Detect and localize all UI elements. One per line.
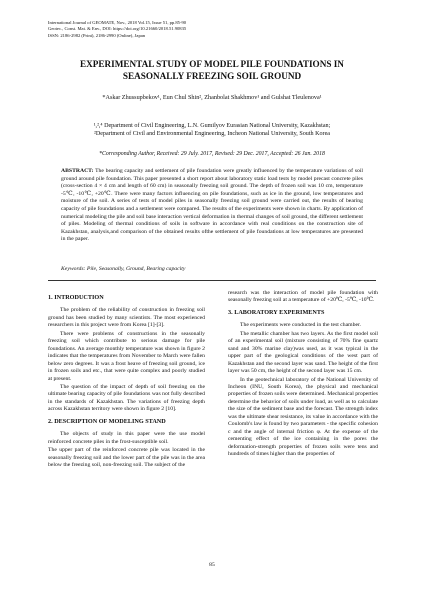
modeling-paragraph-1: The objects of study in this paper were the use model reinforced concrete piles in the frost-susceptible soil. [48, 431, 205, 445]
page-number: 85 [209, 562, 215, 568]
author-list: *Askar Zhussupbekov¹, Eun Chul Shin², Zhanbolat Shakhmov¹ and Gulshat Tleulenova¹ [102, 94, 322, 101]
journal-line-2: Geotec., Const. Mat. & Env., DOI: https://doi.org/10.21660/2018.51.90835 [48, 26, 187, 32]
section-divider [48, 280, 376, 281]
lab-paragraph-3: In the geotechnical laboratory of the National University of Incheon (INU, South Korea), the physical and mechanical properties of frozen soils were determined. Mechanical properties determine the behavior of soils under load, as well as to calculate the size of the sediment base and the forecast. The strength index was the ultimate shear resistance, its value in accordance with the Coulomb's law is found by two parameters - the specific cohesion c and the angle of internal friction φ. At the expense of the cementing effect of the ice containing in the pores the deformation-strength properties of frozen soils were tens and hundreds of times higher than the properties of [228, 376, 378, 458]
affiliations [40, 122, 384, 139]
keywords: Keywords: Pile, Seasonally, Ground, Bearing capacity [61, 266, 186, 272]
journal-line-1: International Journal of GEOMATE, Nov., 2018 Vol.15, Issue 51, pp.85-90 [48, 20, 187, 25]
left-column [48, 290, 205, 471]
journal-header [48, 20, 378, 39]
corresponding-author-dates: *Corresponding Author, Received: 29 July. 2017, Revised: 29 Dec. 2017, Accepted: 26 Jan. 2018 [99, 151, 325, 157]
research-subject-paragraph: research was the interaction of model pile foundation with seasonally freezing soil at a temperature of +20℃, -5℃, -10℃. [228, 290, 378, 304]
intro-paragraph-3: The question of the impact of depth of soil freezing on the ultimate bearing capacity of pile foundations was not fully described in the standards of Kazakhstan. The variations of freezing depth across Kazakhstan territory were shown in figure 2 [10]. [48, 383, 205, 413]
paper-title [40, 58, 384, 82]
abstract-label: ABSTRACT: [61, 168, 94, 174]
abstract-text: The bearing capacity and settlement of pile foundation were greatly influenced by the temperature variations of soil ground around pile foundation. This paper presented a short report about laboratory static load tests by model precast concrete piles (cross-section 4 × 4 cm and length of 60 cm) in seasonally freezing soil ground. The depth of frozen soil was 10 cm, temperature -5℃, -10℃, +20℃. There were many factors influencing on pile foundations, such as ice in the ground, low temperatures and moisture of the soil. A series of tests of model piles in seasonally freezing soil ground were carried out, the results of bearing capacity of pile foundations and a settlement were compared. The results of the experiments were shown in charts. By application of numerical modeling the pile and soil base interaction vertical deformation in thermal changes of soil ground, the different settlement of piles. Modeling of thermal conditions of soils in software in accordance with real conditions on the construction site of Kazakhstan, analysis,and comparison of the obtained results ofthe settlement of pile foundations at low temperatures are presented in the paper. [61, 168, 363, 243]
modeling-stand-heading: 2. DESCRIPTION OF MODELING STAND [48, 417, 166, 425]
affiliation-2: ²Department of Civil and Environmental Engineering, Incheon National University, South Korea [94, 131, 330, 138]
lab-paragraph-2: The metallic chamber has two layers. As the first model soil of an experimental soil (mixture consisting of 70% fine quartz sand and 30% marine clay)was used, as it was typical in the upper part of the geological conditions of the west part of Kazakhstan and the second layer was sand. The height of the first layer was 50 cm, the height of the second layer was 15 cm. [228, 330, 378, 375]
lab-paragraph-1: The experiments were conducted in the test chamber. [240, 322, 361, 329]
journal-line-3: ISSN: 2186-2982 (Print), 2186-2990 (Online), Japan [48, 32, 146, 38]
title-line-2: SEASONALLY FREEZING SOIL GROUND [122, 71, 302, 81]
modeling-paragraph-2: The upper part of the reinforced concrete pile was located in the seasonally freezing soil and the lower part of the pile was in the area below the freezing soil, non-freezing soil. The subject of the [48, 447, 205, 469]
right-column [228, 290, 378, 460]
introduction-heading: 1. INTRODUCTION [48, 294, 104, 301]
intro-paragraph-2: There were problems of constructions in the seasonally freezing soil which contribute to serious damage for pile foundations. An average monthly temperature was shown in figure 2 indicates that the temperatures from November to March were fallen below zero degrees. It was a frost heave of freezing soil ground, ice in frozen soils and etc., that were quite complex and poorly studied at present. [48, 330, 205, 382]
abstract [61, 168, 363, 244]
affiliation-1: ¹,²,⁴ Department of Civil Engineering, L.N. Gumilyov Eurasian National University, Kazakhstan; [93, 123, 331, 129]
intro-paragraph-1: The problem of the reliability of construction in freezing soil ground has been studied by many scientists. The most experienced researchers in this project were from Korea [1]-[3]. [48, 307, 205, 329]
laboratory-heading: 3. LABORATORY EXPERIMENTS [228, 308, 325, 316]
title-line-1: EXPERIMENTAL STUDY OF MODEL PILE FOUNDATIONS IN [80, 59, 344, 69]
